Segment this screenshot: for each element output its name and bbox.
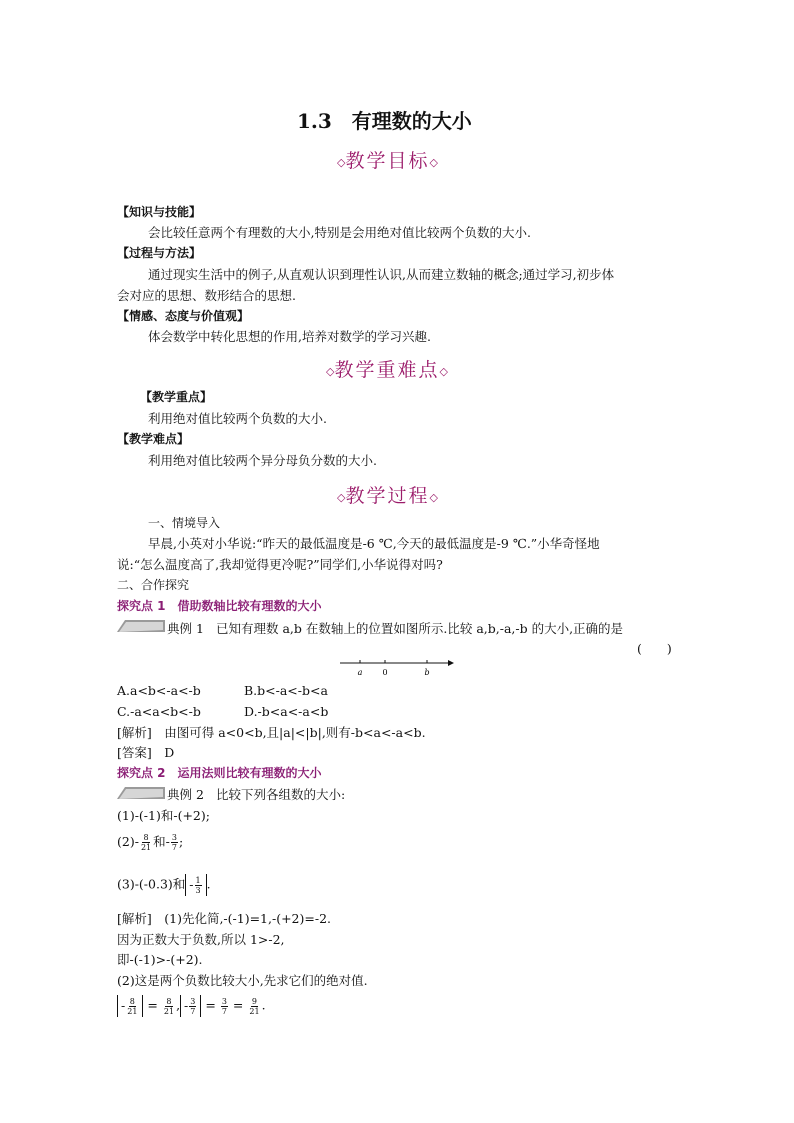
intro-line-2: 说:“怎么温度高了,我却觉得更冷呢?”同学们,小华说得对吗? [117, 557, 443, 572]
focus-text: 利用绝对值比较两个负数的大小. [148, 411, 327, 426]
option-b: B.b<-a<-b<a [244, 683, 328, 698]
knowledge-text: 会比较任意两个有理数的大小,特别是会用绝对值比较两个负数的大小. [148, 225, 531, 240]
tick-label-a: a [357, 668, 363, 677]
diamond-icon: ◇ [337, 491, 346, 504]
intro-heading: 一、情境导入 [148, 516, 221, 530]
difficulty-text: 利用绝对值比较两个异分母负分数的大小. [148, 453, 377, 468]
example-tag-icon [117, 619, 165, 633]
option-c: C.-a<a<b<-b [117, 704, 201, 719]
process-method-text-1: 通过现实生活中的例子,从直观认识到理性认识,从而建立数轴的概念;通过学习,初步体 [148, 267, 615, 282]
explore-point-1: 探究点 1 借助数轴比较有理数的大小 [117, 599, 322, 613]
page-title: 1.3 有理数的大小 [297, 109, 472, 133]
emotion-text: 体会数学中转化思想的作用,培养对数学的学习兴趣. [148, 329, 431, 344]
fraction: $\frac{3}{7}$ [171, 833, 177, 852]
intro-line-1: 早晨,小英对小华说:“昨天的最低温度是-6 ℃,今天的最低温度是-9 ℃.”小华奇怪地 [148, 536, 600, 551]
example-1-label: 典例 1 [167, 621, 204, 636]
tick-label-b: b [424, 668, 430, 677]
solution-1-a: [解析] (1)先化简,-(-1)=1,-(+2)=-2. [117, 911, 332, 926]
example-1-text: 已知有理数 a,b 在数轴上的位置如图所示.比较 a,b,-a,-b 的大小,正确的是 [216, 621, 624, 636]
section-objectives-heading: ◇教学目标◇ [337, 150, 438, 172]
example-2-text: 比较下列各组数的大小: [216, 787, 346, 802]
emotion-label: 【情感、态度与价值观】 [117, 309, 250, 323]
question-1: (1)-(-1)和-(+2); [117, 808, 210, 823]
arrow-right-icon [448, 660, 454, 666]
diamond-icon: ◇ [439, 365, 448, 378]
explore-point-2: 探究点 2 运用法则比较有理数的大小 [117, 766, 322, 780]
tick-label-zero: 0 [382, 668, 388, 677]
absolute-value-bars: - $\frac{3}{7}$ [180, 995, 201, 1017]
number-line-figure [338, 655, 458, 679]
solution-2-equation: - $\frac{8}{21}$ = $\frac{8}{21}$ , - $\frac{3}{7}$ = $\frac{3}{7}$ = $\frac{9}{21}$ . [117, 995, 266, 1017]
diamond-icon: ◇ [429, 491, 438, 504]
answer-1: [答案] D [117, 745, 175, 760]
example-tag-icon [117, 786, 165, 800]
analysis-1: [解析] 由图可得 a<0<b,且|a|<|b|,则有-b<a<-a<b. [117, 725, 426, 740]
solution-2-a: (2)这是两个负数比较大小,先求它们的绝对值. [117, 973, 368, 988]
section-key-points-heading: ◇教学重难点◇ [326, 359, 448, 381]
example-2-label: 典例 2 [167, 787, 204, 802]
absolute-value-bars: - $\frac{1}{3}$ [185, 874, 206, 896]
fraction: $\frac{8}{21}$ [140, 833, 152, 852]
diamond-icon: ◇ [326, 365, 335, 378]
answer-paren: ( ) [637, 641, 672, 656]
process-method-label: 【过程与方法】 [117, 246, 202, 260]
process-method-text-2: 会对应的思想、数形结合的思想. [117, 288, 296, 303]
question-3: (3)-(-0.3)和 - $\frac{1}{3}$ . [117, 876, 211, 895]
absolute-value-bars: - $\frac{8}{21}$ [117, 995, 143, 1017]
knowledge-label: 【知识与技能】 [117, 205, 202, 219]
focus-label: 【教学重点】 [140, 390, 213, 404]
section-process-heading: ◇教学过程◇ [337, 485, 438, 507]
diamond-icon: ◇ [429, 156, 438, 169]
coop-heading: 二、合作探究 [117, 578, 190, 592]
solution-1-c: 即-(-1)>-(+2). [117, 952, 203, 967]
solution-1-b: 因为正数大于负数,所以 1>-2, [117, 932, 285, 947]
fraction: $\frac{1}{3}$ [195, 876, 201, 895]
difficulty-label: 【教学难点】 [117, 432, 190, 446]
option-d: D.-b<a<-a<b [244, 704, 329, 719]
diamond-icon: ◇ [337, 156, 346, 169]
question-2: (2)- $\frac{8}{21}$ 和- $\frac{3}{7}$ ; [117, 833, 184, 852]
option-a: A.a<b<-a<-b [117, 683, 201, 698]
